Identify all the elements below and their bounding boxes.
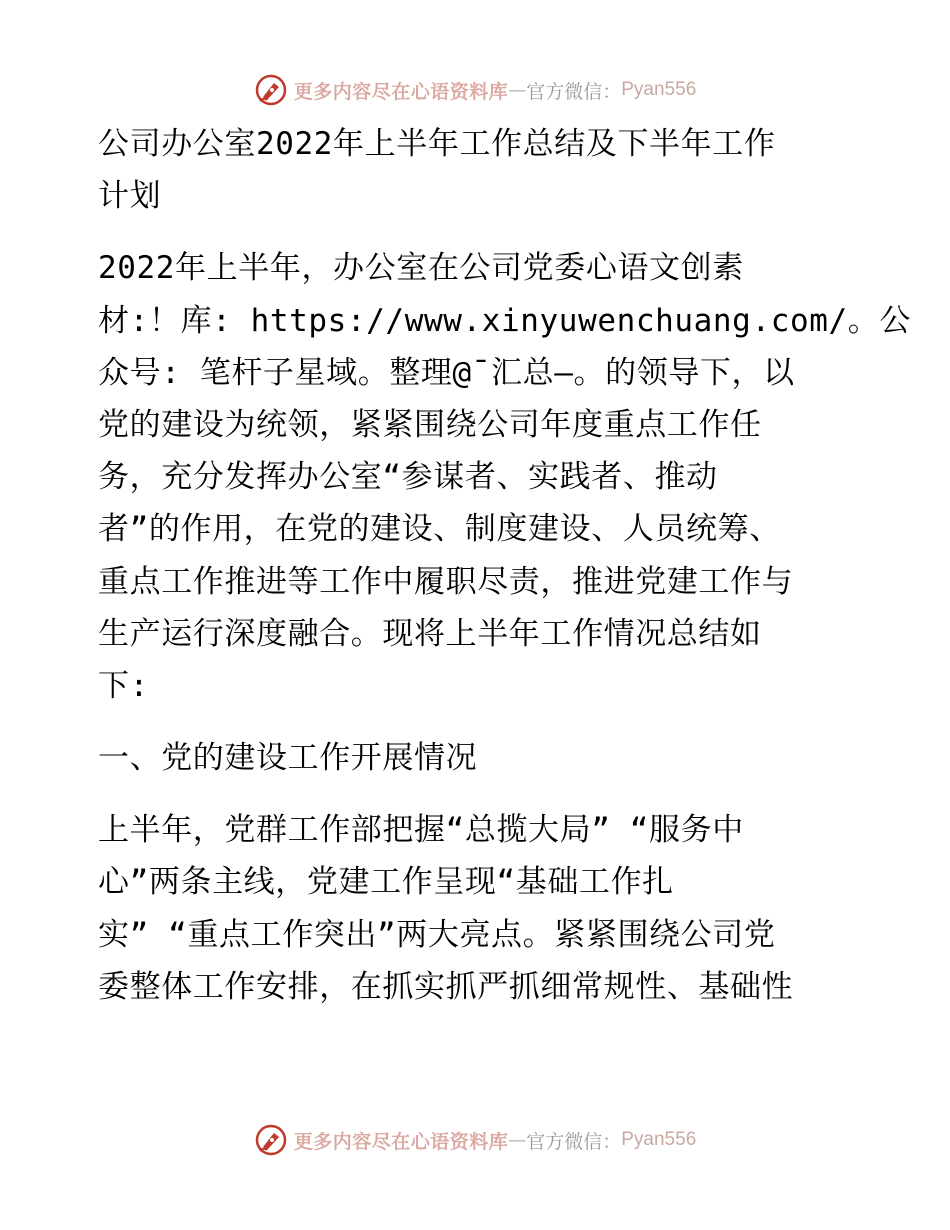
pen-nib-logo-icon — [254, 1123, 288, 1157]
paragraph-intro — [98, 242, 911, 712]
paragraph-line: 众号: 笔杆子星域。整理@¯汇总—。的领导下，以 — [98, 354, 795, 391]
banner-separator: — — [508, 79, 527, 101]
pen-nib-logo-icon — [254, 73, 288, 107]
document-body — [98, 118, 911, 1013]
paragraph-line: 下: — [98, 667, 149, 704]
paragraph-line: 2022年上半年，办公室在公司党委心语文创素 — [98, 250, 744, 287]
wechat-id: Pyan556 — [621, 1129, 697, 1150]
title-line: 计划 — [98, 178, 162, 215]
paragraph-line: 党的建设为统领，紧紧围绕公司年度重点工作任 — [98, 406, 762, 443]
wechat-label: 官方微信： — [526, 1130, 622, 1153]
paragraph-line: 实” “重点工作突出”两大亮点。紧紧围绕公司党 — [98, 916, 776, 953]
paragraph-line: 委整体工作安排，在抓实抓严抓细常规性、基础性 — [98, 968, 794, 1005]
paragraph-line: 心”两条主线，党建工作呈现“基础工作扎 — [98, 864, 674, 901]
paragraph-line: 重点工作推进等工作中履职尽责，推进党建工作与 — [98, 563, 794, 600]
paragraph-line: 务，充分发挥办公室“参谋者、实践者、推动 — [98, 459, 718, 496]
banner-text: 更多内容尽在心语资料库 — [293, 80, 509, 103]
wechat-id: Pyan556 — [621, 79, 697, 100]
paragraph-party-building — [98, 804, 858, 1013]
paragraph-line: 生产运行深度融合。现将上半年工作情况总结如 — [98, 615, 762, 652]
banner-separator: — — [508, 1129, 527, 1151]
paragraph-line: 材:！库: https://www.xinyuwenchuang.com/。公 — [98, 302, 911, 339]
header-banner — [0, 70, 950, 110]
footer-banner — [0, 1120, 950, 1160]
document-title — [98, 118, 858, 222]
wechat-label: 官方微信： — [526, 80, 622, 103]
section-heading: 一、党的建设工作开展情况 — [98, 740, 478, 777]
title-line: 公司办公室2022年上半年工作总结及下半年工作 — [98, 126, 776, 162]
banner-text: 更多内容尽在心语资料库 — [293, 1130, 509, 1153]
paragraph-line: 者”的作用，在党的建设、制度建设、人员统筹、 — [98, 511, 781, 548]
paragraph-line: 上半年，党群工作部把握“总揽大局” “服务中 — [98, 812, 744, 849]
